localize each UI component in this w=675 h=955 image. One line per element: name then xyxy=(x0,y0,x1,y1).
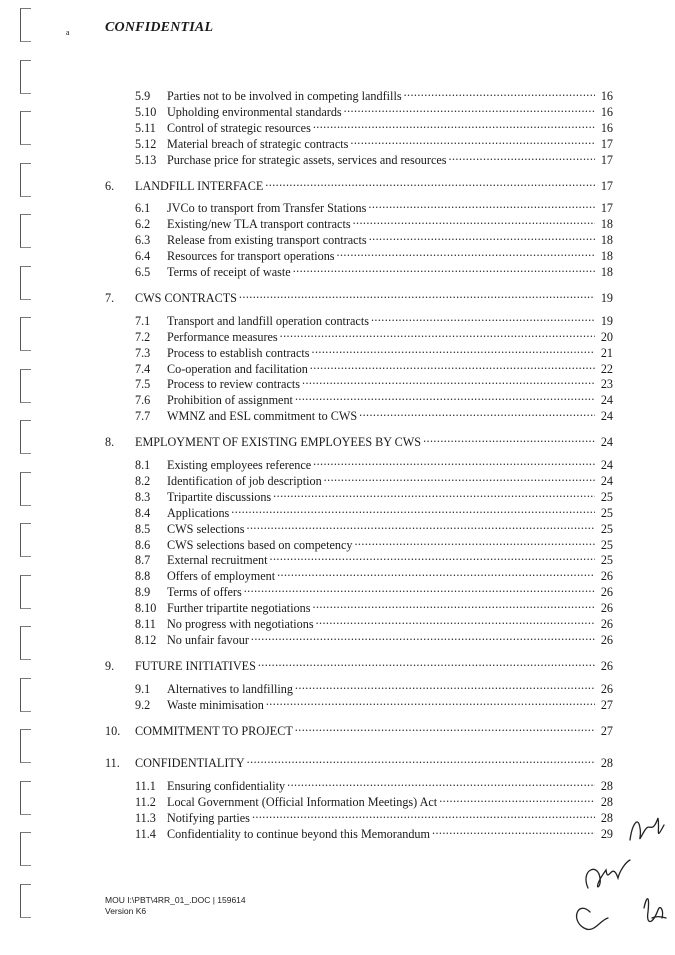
toc-section-heading xyxy=(105,430,613,450)
dot-leader xyxy=(244,580,595,596)
initial-mark-3 xyxy=(577,908,608,929)
entry-number: 6.2 xyxy=(135,217,151,232)
binder-bracket xyxy=(20,523,31,557)
binder-bracket xyxy=(20,317,31,351)
entry-title: No unfair favour xyxy=(167,632,249,647)
entry-title: Ensuring confidentiality xyxy=(167,779,286,794)
toc-subentry xyxy=(135,790,613,810)
toc-subentry xyxy=(135,100,613,119)
entry-title: Tripartite discussions xyxy=(167,489,272,504)
entry-page-number: 18 xyxy=(600,233,613,248)
binder-bracket xyxy=(20,163,31,197)
toc-subentry xyxy=(135,196,613,216)
dot-leader xyxy=(252,806,595,822)
entry-number: 6. xyxy=(105,178,115,193)
entry-title: JVCo to transport from Transfer Stations xyxy=(167,201,367,216)
dot-leader xyxy=(251,628,595,644)
entry-page-number: 16 xyxy=(600,89,613,103)
binder-bracket xyxy=(20,832,31,866)
dot-leader xyxy=(368,196,595,212)
entry-title: Control of strategic resources xyxy=(167,120,311,135)
entry-number: 10. xyxy=(105,723,121,738)
entry-number: 8.5 xyxy=(135,521,151,536)
entry-title: COMMITMENT TO PROJECT xyxy=(135,723,293,738)
entry-title: CONFIDENTIALITY xyxy=(135,756,245,771)
toc-subentry xyxy=(135,564,613,584)
toc-subentry xyxy=(135,341,613,360)
entry-title: Process to establish contracts xyxy=(167,345,310,360)
toc-subentry xyxy=(135,822,613,841)
entry-number: 7.4 xyxy=(135,361,151,376)
entry-number: 11.4 xyxy=(135,827,156,841)
entry-title: Material breach of strategic contracts xyxy=(167,136,349,151)
dot-leader xyxy=(354,533,595,549)
entry-page-number: 28 xyxy=(600,795,613,810)
entry-title: CWS selections based on competency xyxy=(167,537,353,552)
entry-page-number: 23 xyxy=(600,377,613,392)
toc-subentry xyxy=(135,533,613,552)
entry-number: 9.1 xyxy=(135,681,151,696)
binder-bracket xyxy=(20,781,31,815)
toc-subentry xyxy=(135,372,613,392)
toc-subentry xyxy=(135,628,613,647)
entry-title: Identification of job description xyxy=(167,473,322,488)
dot-leader xyxy=(313,596,595,612)
page-footer xyxy=(105,895,246,917)
entry-page-number: 26 xyxy=(600,585,613,600)
dot-leader xyxy=(404,84,595,100)
toc-subentry xyxy=(135,548,613,568)
entry-title: Performance measures xyxy=(167,329,278,344)
entry-number: 11.1 xyxy=(135,779,156,794)
footer-doc-ref: MOU I:\PBT\4RR_01_.DOC | 159614 xyxy=(105,895,246,905)
entry-page-number: 24 xyxy=(600,435,613,450)
entry-title: Local Government (Official Information Meetings) Act xyxy=(167,795,438,810)
dot-leader xyxy=(316,612,595,628)
toc-section-heading xyxy=(105,751,613,771)
dot-leader xyxy=(247,751,595,767)
dot-leader xyxy=(231,501,595,517)
dot-leader xyxy=(312,341,596,357)
entry-page-number: 28 xyxy=(600,811,613,826)
toc-section-heading xyxy=(105,286,613,305)
entry-number: 7.1 xyxy=(135,313,151,328)
dot-leader xyxy=(295,719,595,735)
entry-page-number: 21 xyxy=(600,345,613,360)
dot-leader xyxy=(273,485,595,501)
entry-title: Resources for transport operations xyxy=(167,249,335,264)
entry-page-number: 25 xyxy=(600,537,613,552)
entry-page-number: 25 xyxy=(600,489,613,504)
entry-page-number: 17 xyxy=(600,152,613,167)
entry-page-number: 26 xyxy=(600,617,613,631)
entry-number: 6.5 xyxy=(135,265,151,279)
entry-page-number: 24 xyxy=(600,458,613,472)
entry-number: 7.2 xyxy=(135,329,151,344)
toc-subentry xyxy=(135,612,613,631)
dot-leader xyxy=(310,357,595,373)
dot-leader xyxy=(344,100,595,116)
dot-leader xyxy=(277,564,595,580)
entry-title: EMPLOYMENT OF EXISTING EMPLOYEES BY CWS xyxy=(135,435,422,450)
binder-bracket xyxy=(20,575,31,609)
toc-subentry xyxy=(135,501,613,520)
entry-title: Offers of employment xyxy=(167,569,276,584)
toc-subentry xyxy=(135,485,613,504)
dot-leader xyxy=(371,309,595,325)
initial-mark-1 xyxy=(630,818,664,840)
entry-page-number: 24 xyxy=(600,393,613,408)
entry-title: Co-operation and facilitation xyxy=(167,361,308,376)
entry-number: 9. xyxy=(105,658,115,673)
toc-subentry xyxy=(135,517,613,536)
entry-title: Release from existing transport contracts xyxy=(167,233,367,248)
entry-page-number: 27 xyxy=(600,723,613,738)
entry-page-number: 25 xyxy=(600,521,613,536)
entry-number: 8.12 xyxy=(135,632,157,647)
toc-subentry xyxy=(135,357,613,376)
dot-leader xyxy=(313,116,595,132)
dot-leader xyxy=(287,774,595,790)
dot-leader xyxy=(350,132,595,148)
toc-subentry xyxy=(135,677,613,696)
entry-number: 5.9 xyxy=(135,89,151,103)
binder-bracket xyxy=(20,626,31,660)
entry-page-number: 26 xyxy=(600,601,613,616)
entry-number: 8.1 xyxy=(135,458,151,472)
entry-title: LANDFILL INTERFACE xyxy=(135,178,264,193)
entry-title: Further tripartite negotiations xyxy=(167,601,311,616)
toc-subentry xyxy=(135,388,613,408)
toc-subentry xyxy=(135,469,613,488)
dot-leader xyxy=(337,244,595,260)
entry-title: Applications xyxy=(167,505,230,520)
page-header: CONFIDENTIAL xyxy=(105,20,214,35)
dot-leader xyxy=(369,228,595,244)
entry-title: FUTURE INITIATIVES xyxy=(135,658,256,673)
entry-title: CWS selections xyxy=(167,521,245,536)
entry-title: Transport and landfill operation contracts xyxy=(167,313,369,328)
entry-number: 8.4 xyxy=(135,505,151,520)
entry-number: 8.3 xyxy=(135,489,151,504)
entry-number: 8.10 xyxy=(135,601,157,616)
binder-bracket xyxy=(20,369,31,403)
dot-leader xyxy=(247,517,595,533)
toc-subentry xyxy=(135,116,613,135)
entry-number: 5.12 xyxy=(135,136,157,151)
handwritten-initials xyxy=(560,800,675,940)
entry-number: 8.9 xyxy=(135,585,151,600)
entry-number: 11.2 xyxy=(135,795,156,810)
entry-page-number: 24 xyxy=(600,409,613,424)
entry-title: Upholding environmental standards xyxy=(167,104,342,119)
entry-page-number: 25 xyxy=(600,553,613,568)
dot-leader xyxy=(293,260,595,276)
toc-subentry xyxy=(135,453,613,472)
entry-number: 6.3 xyxy=(135,233,151,248)
entry-number: 6.1 xyxy=(135,201,151,216)
dot-leader xyxy=(353,212,595,228)
entry-page-number: 26 xyxy=(600,632,613,647)
entry-title: External recruitment xyxy=(167,553,268,568)
binder-bracket xyxy=(20,60,31,94)
entry-title: Notifying parties xyxy=(167,811,250,826)
entry-title: Parties not to be involved in competing landfills xyxy=(167,89,402,103)
entry-title: Alternatives to landfilling xyxy=(167,681,293,696)
header-mark: a xyxy=(66,28,70,37)
entry-number: 8. xyxy=(105,435,115,450)
entry-page-number: 27 xyxy=(600,697,613,712)
toc-subentry xyxy=(135,260,613,279)
toc-subentry xyxy=(135,596,613,616)
toc-subentry xyxy=(135,580,613,600)
entry-title: Prohibition of assignment xyxy=(167,393,293,408)
entry-number: 8.6 xyxy=(135,537,151,552)
entry-number: 11. xyxy=(105,756,120,771)
entry-page-number: 22 xyxy=(600,361,613,376)
toc-subentry xyxy=(135,693,613,712)
toc-subentry xyxy=(135,309,613,328)
entry-page-number: 19 xyxy=(600,313,613,328)
entry-number: 5.11 xyxy=(135,120,156,135)
entry-number: 11.3 xyxy=(135,811,156,826)
entry-title: Existing employees reference xyxy=(167,458,312,472)
entry-page-number: 26 xyxy=(600,569,613,584)
toc-subentry xyxy=(135,212,613,232)
entry-title: Terms of receipt of waste xyxy=(167,265,291,279)
toc-section-heading xyxy=(105,654,613,673)
entry-page-number: 17 xyxy=(600,136,613,151)
dot-leader xyxy=(359,404,595,420)
entry-page-number: 20 xyxy=(600,329,613,344)
initial-mark-2 xyxy=(586,860,630,888)
entry-page-number: 18 xyxy=(600,249,613,264)
binder-bracket xyxy=(20,214,31,248)
footer-version: Version K6 xyxy=(105,906,147,916)
initial-mark-5 xyxy=(652,917,666,919)
entry-title: Process to review contracts xyxy=(167,377,301,392)
entry-number: 9.2 xyxy=(135,697,151,712)
entry-title: WMNZ and ESL commitment to CWS xyxy=(167,409,358,424)
dot-leader xyxy=(270,548,596,564)
entry-number: 7.7 xyxy=(135,409,151,424)
toc-subentry xyxy=(135,774,613,794)
entry-number: 7.6 xyxy=(135,393,151,408)
entry-number: 5.13 xyxy=(135,152,157,167)
binder-bracket xyxy=(20,420,31,454)
entry-page-number: 19 xyxy=(600,290,613,305)
entry-page-number: 25 xyxy=(600,505,613,520)
binder-bracket xyxy=(20,8,31,42)
entry-page-number: 16 xyxy=(600,104,613,119)
entry-number: 7.3 xyxy=(135,345,151,360)
entry-page-number: 17 xyxy=(600,201,613,216)
dot-leader xyxy=(324,469,595,485)
dot-leader xyxy=(265,174,595,190)
binder-bracket xyxy=(20,884,31,918)
toc-section-heading xyxy=(105,174,613,193)
entry-number: 7. xyxy=(105,290,115,305)
dot-leader xyxy=(313,453,595,469)
toc-subentry xyxy=(135,148,613,167)
entry-title: Terms of offers xyxy=(167,585,242,600)
entry-title: CWS CONTRACTS xyxy=(135,290,237,305)
dot-leader xyxy=(280,325,595,341)
entry-number: 5.10 xyxy=(135,104,157,119)
entry-title: Purchase price for strategic assets, services and resources xyxy=(167,152,447,167)
entry-title: Waste minimisation xyxy=(167,697,264,712)
entry-number: 8.2 xyxy=(135,473,151,488)
toc-subentry xyxy=(135,806,613,826)
entry-page-number: 24 xyxy=(600,473,613,488)
toc-subentry xyxy=(135,84,613,103)
dot-leader xyxy=(302,372,595,388)
binder-bracket xyxy=(20,729,31,763)
binder-bracket xyxy=(20,472,31,506)
entry-number: 8.7 xyxy=(135,553,151,568)
entry-page-number: 17 xyxy=(600,178,613,193)
entry-number: 6.4 xyxy=(135,249,151,264)
dot-leader xyxy=(423,430,595,446)
binder-bracket xyxy=(20,111,31,145)
entry-title: No progress with negotiations xyxy=(167,617,314,631)
entry-page-number: 18 xyxy=(600,217,613,232)
entry-number: 7.5 xyxy=(135,377,151,392)
entry-page-number: 16 xyxy=(600,120,613,135)
entry-number: 8.8 xyxy=(135,569,151,584)
dot-leader xyxy=(295,677,595,693)
toc-subentry xyxy=(135,132,613,151)
dot-leader xyxy=(295,388,595,404)
toc-section-heading xyxy=(105,719,613,738)
entry-page-number: 29 xyxy=(600,827,613,841)
dot-leader xyxy=(266,693,595,709)
toc-subentry xyxy=(135,404,613,424)
entry-title: Confidentiality to continue beyond this Memorandum xyxy=(167,827,431,841)
binder-bracket xyxy=(20,266,31,300)
toc-subentry xyxy=(135,244,613,264)
dot-leader xyxy=(258,654,595,670)
entry-title: Existing/new TLA transport contracts xyxy=(167,217,351,232)
entry-page-number: 26 xyxy=(600,681,613,696)
entry-page-number: 26 xyxy=(600,658,613,673)
dot-leader xyxy=(449,148,595,164)
entry-number: 8.11 xyxy=(135,617,156,631)
toc-subentry xyxy=(135,325,613,344)
entry-page-number: 18 xyxy=(600,265,613,279)
entry-page-number: 28 xyxy=(600,779,613,794)
dot-leader xyxy=(239,286,595,302)
binder-bracket xyxy=(20,678,31,712)
entry-page-number: 28 xyxy=(600,756,613,771)
toc-subentry xyxy=(135,228,613,248)
